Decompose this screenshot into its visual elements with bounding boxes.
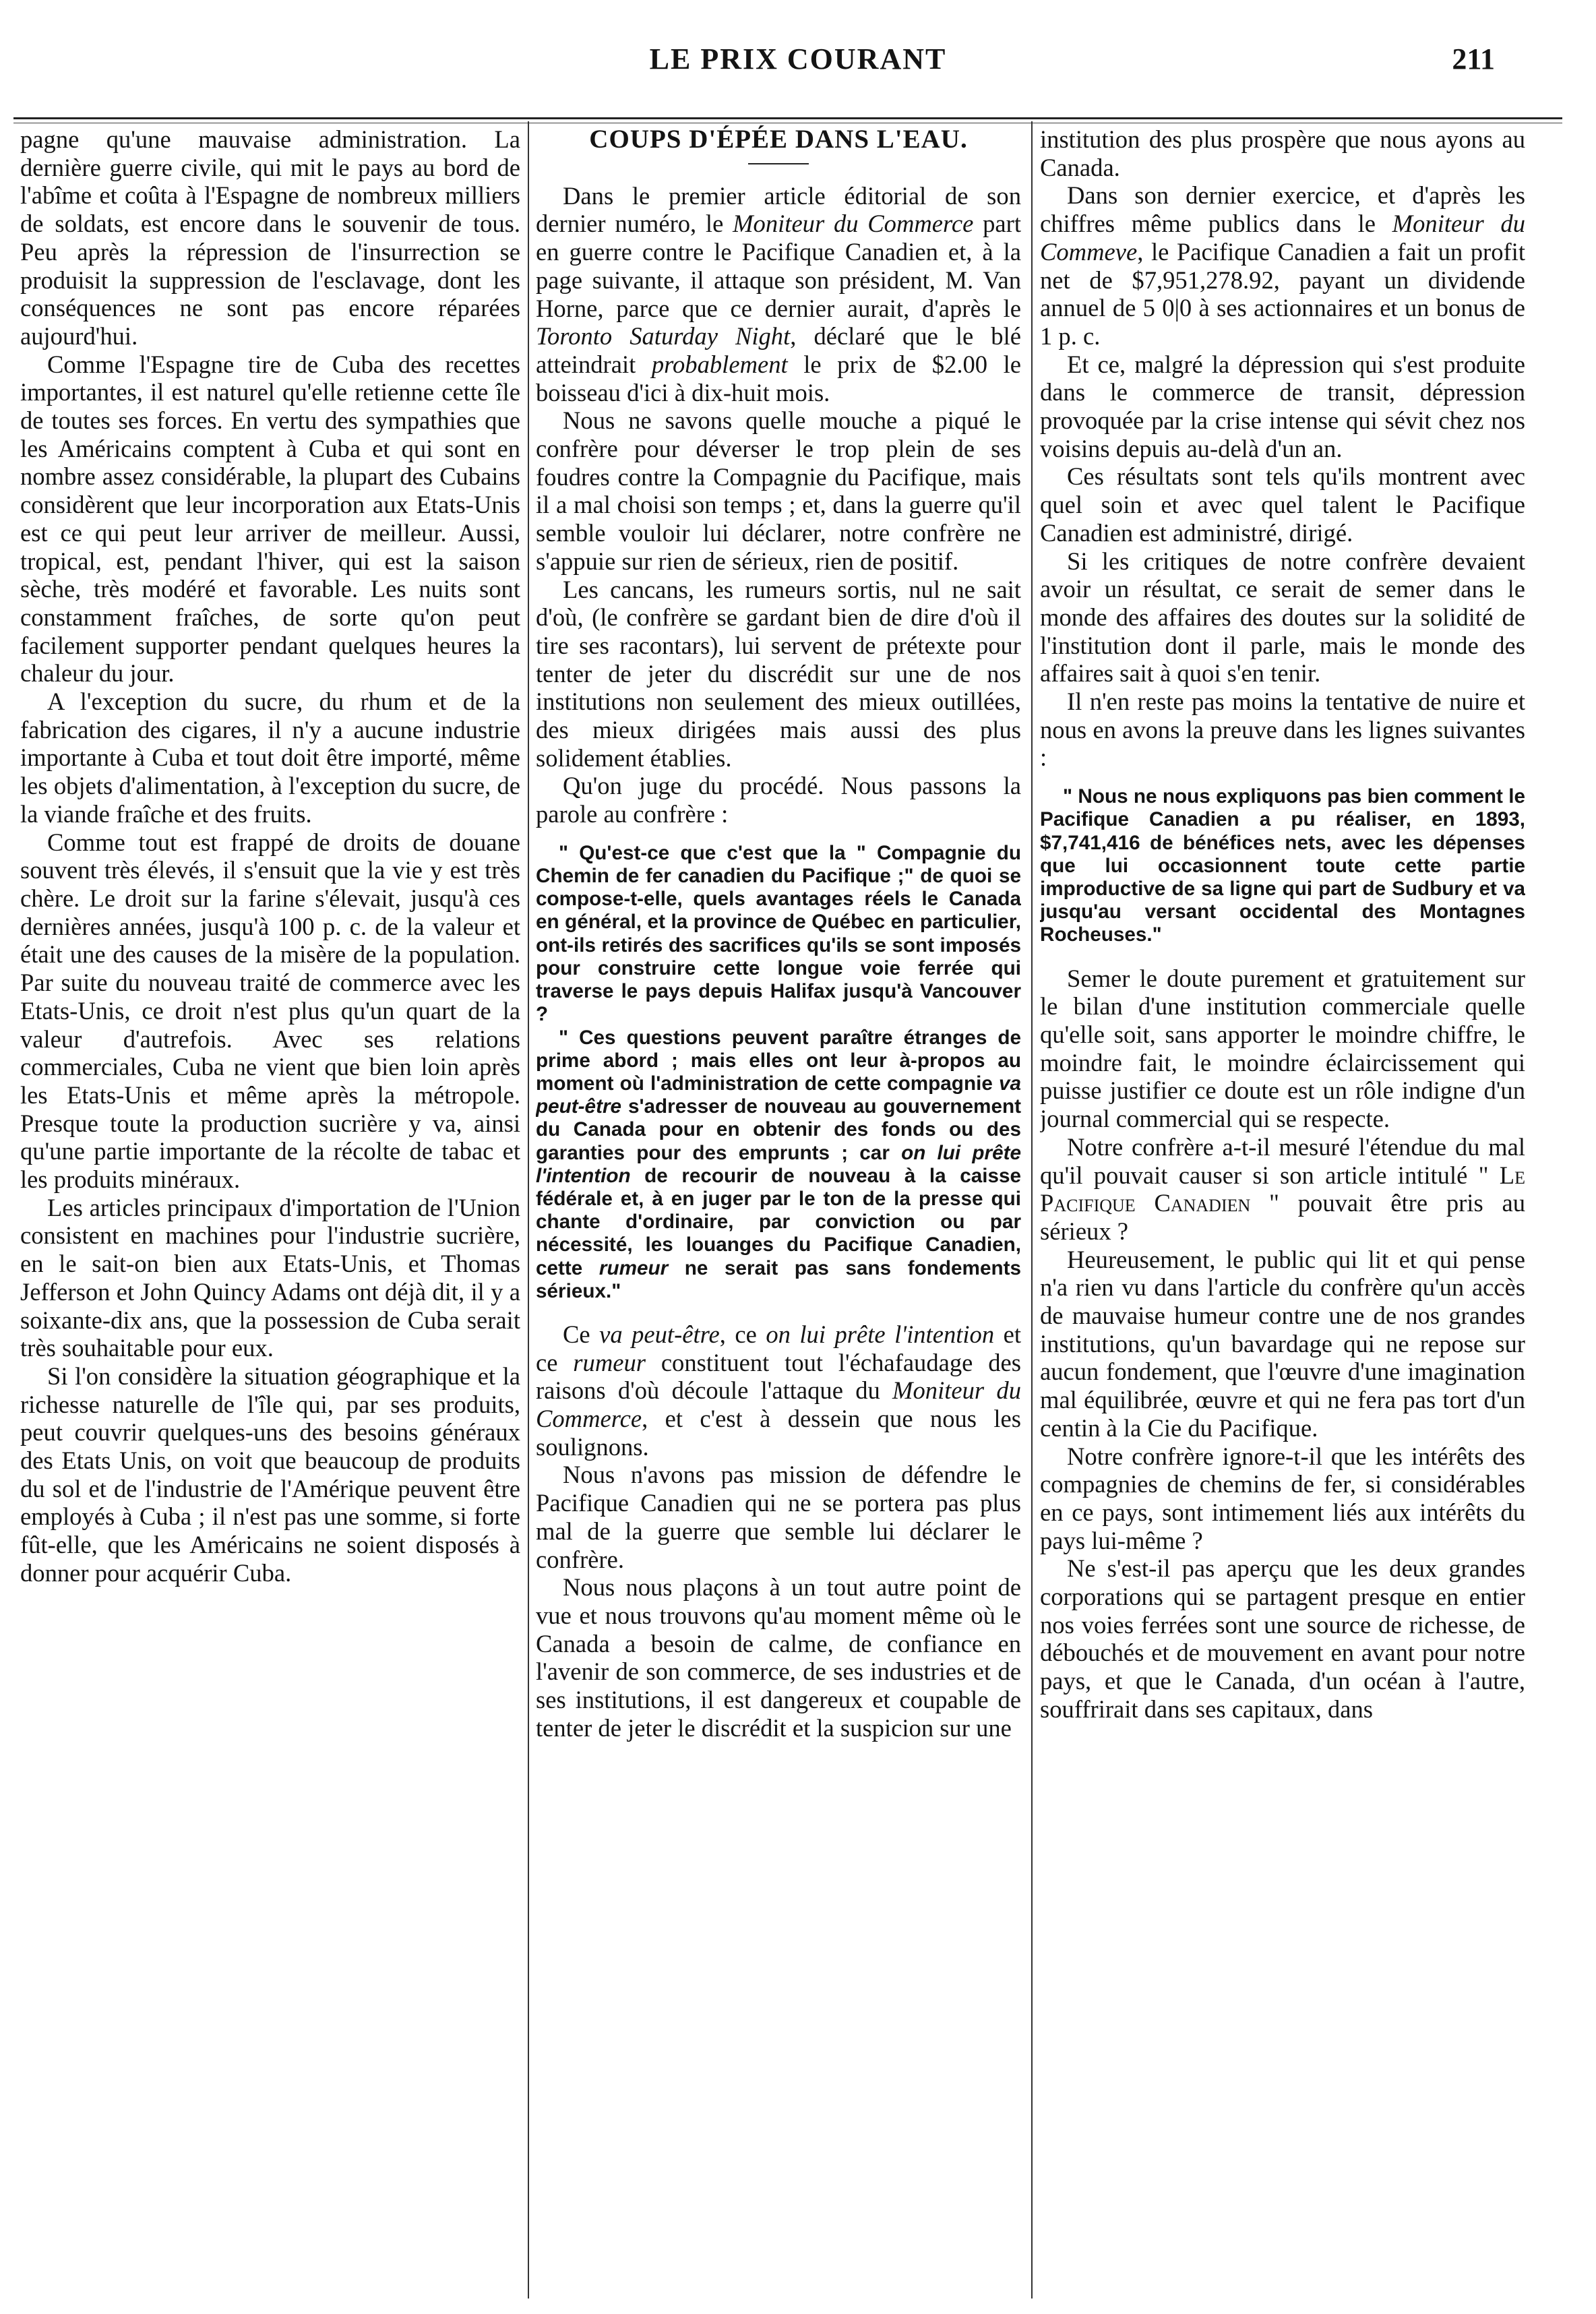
- italic-text: on lui prête l'intention: [766, 1320, 995, 1348]
- paragraph: Comme tout est frappé de droits de douane souvent très élevés, il s'ensuit que la vie y est très chère. Le droit sur la farine s'élevait, jusqu'à ces dernières années, jusqu'à 100 p. c. de la valeur et était une des causes de la misère de la population. Par suite du nouveau traité de commerce avec les Etats-Unis, ce droit n'est plus qu'un quart de la valeur d'autrefois. Avec ses relations commerciales, Cuba ne vient que bien loin après les Etats-Unis et même après la métropole. Presque toute la production sucrière y va, ainsi qu'une partie importante de la récolte de tabac et les produits minéraux.: [20, 828, 520, 1194]
- italic-text: probablement: [651, 350, 788, 378]
- paragraph: Si l'on considère la situation géographique et la richesse naturelle de l'île qui, par ses produits, peut couvrir quelques-uns des besoins généraux des Etats Unis, on voit que beaucoup de produits du sol et de l'industrie de l'Amérique peuvent être employés à Cuba ; il n'est pas une somme, si forte fût-elle, que les Américains ne soient disposés à donner pour acquérir Cuba.: [20, 1362, 520, 1587]
- column-middle: [536, 125, 1021, 2296]
- paragraph: Et ce, malgré la dépression qui s'est produite dans le commerce de transit, dépression provoquée par la crise intense qui sévit chez nos voisins depuis au-delà d'un an.: [1040, 350, 1525, 462]
- italic-text: va peut-être: [599, 1320, 720, 1348]
- paragraph: Semer le doute purement et gratuitement sur le bilan d'une institution commerciale quelle qu'elle soit, sans apporter le moindre chiffre, le moindre fait, le moindre éclaircissement qui puisse justifier ce doute est un rôle indigne d'un journal commercial qui se respecte.: [1040, 964, 1525, 1133]
- running-title: LE PRIX COURANT: [649, 42, 947, 75]
- paragraph: Il n'en reste pas moins la tentative de nuire et nous en avons la preuve dans les lignes suivantes :: [1040, 688, 1525, 772]
- paragraph: Notre confrère ignore-t-il que les intérêts des compagnies de chemins de fer, si considérables en ce pays, sont intimement liés aux intérêts du pays lui-même ?: [1040, 1442, 1525, 1554]
- italic-text: Toronto Saturday Night: [536, 322, 791, 351]
- quotation-block: [536, 842, 1021, 1303]
- article-title: COUPS D'ÉPÉE DANS L'EAU.: [589, 125, 968, 154]
- paragraph: A l'exception du sucre, du rhum et de la fabrication des cigares, il n'y a aucune industrie importante à Cuba et tout doit être importé, même les objets d'alimentation, à l'exception du sucre, de la viande fraîche et des fruits.: [20, 688, 520, 828]
- paragraph: Comme l'Espagne tire de Cuba des recettes importantes, il est naturel qu'elle retienne cette île de toutes ses forces. En vertu des sympathies que les Américains comptent à Cuba et qui sont en nombre assez considérable, la plupart des Cubains considèrent que leur incorporation aux Etats-Unis est ce qui peut leur arriver de meilleur. Aussi, tropical, est, pendant l'hiver, qui est la saison sèche, très modéré et favorable. Les nuits sont constamment fraîches, de sorte qu'on peut facilement supporter pendant quelques heures la chaleur du jour.: [20, 350, 520, 688]
- paragraph: pagne qu'une mauvaise administration. La dernière guerre civile, qui mit le pays au bord de l'abîme et coûta à l'Espagne de nombreux milliers de soldats, est encore dans le souvenir de tous. Peu après la répression de l'insurrection se produisit la suppression de l'esclavage, dont les conséquences ne sont pas encore réparées aujourd'hui.: [20, 125, 520, 350]
- italic-text: rumeur: [573, 1348, 646, 1376]
- paragraph: Ne s'est-il pas aperçu que les deux grandes corporations qui se partagent presque en entier nos voies ferrées sont une source de richesse, de débouchés et de mouvement en avant pour notre pays, et que le Canada, d'un océan à l'autre, souffrirait dans ses capitaux, dans: [1040, 1554, 1525, 1723]
- paragraph: Notre confrère a-t-il mesuré l'étendue du mal qu'il pouvait causer si son article intitulé " Le Pacifique Canadien " pouvait être pris au sérieux ?: [1040, 1132, 1525, 1245]
- italic-text: on lui prête l'intention: [536, 1141, 1021, 1187]
- quote-paragraph: " Ces questions peuvent paraître étranges de prime abord ; mais elles ont leur à-propos au moment où l'administration de cette compagnie va peut-être s'adresser de nouveau au gouvernement du Canada pour en obtenir des fonds ou des garanties pour des emprunts ; car on lui prête l'intention de recourir de nouveau à la caisse fédérale et, à en juger par le ton de la presse qui chante d'ordinaire, par conviction ou par nécessité, les louanges du Pacifique Canadien, cette rumeur ne serait pas sans fondements sérieux.": [536, 1026, 1021, 1302]
- quote-paragraph: " Qu'est-ce que c'est que la " Compagnie du Chemin de fer canadien du Pacifique ;" de quoi se compose-t-elle, quels avantages réels le Canada en général, et la province de Québec en particulier, ont-ils retirés des sacrifices qu'ils se sont imposés pour construire cette longue voie ferrée qui traverse le pays depuis Halifax jusqu'à Vancouver ?: [536, 841, 1021, 1026]
- italic-text: va peut-être: [536, 1072, 1021, 1118]
- column-divider-1: [528, 121, 529, 2298]
- paragraph: Les cancans, les rumeurs sortis, nul ne sait d'où, (le confrère se gardant bien de dire d'où il tire ses racontars), lui servent de prétexte pour tenter de jeter du discrédit sur une de nos institutions non seulement des mieux outillées, des mieux dirigées mais aussi des plus solidement établies.: [536, 575, 1021, 772]
- paragraph: Les articles principaux d'importation de l'Union consistent en machines pour l'industrie sucrière, en le sait-on bien aux Etats-Unis, et Thomas Jefferson et John Quincy Adams ont déjà dit, il y a soixante-dix ans, que la possession de Cuba serait très souhaitable pour eux.: [20, 1193, 520, 1362]
- small-caps-text: Le Pacifique Canadien: [1040, 1161, 1525, 1217]
- paragraph: Nous ne savons quelle mouche a piqué le confrère pour déverser le trop plein de ses foudres contre la Compagnie du Pacifique, mais il a mal choisi son temps ; et, dans la guerre qu'il semble vouloir lui déclarer, notre confrère ne s'appuie sur rien de sérieux, rien de positif.: [536, 406, 1021, 575]
- paragraph: Nous n'avons pas mission de défendre le Pacifique Canadien qui ne se portera pas plus mal de la guerre que semble lui déclarer le confrère.: [536, 1461, 1021, 1573]
- quotation-block: [1040, 785, 1525, 946]
- page-header: [0, 39, 1596, 86]
- column-divider-2: [1031, 121, 1033, 2298]
- italic-text: Moniteur du Commerce: [536, 1376, 1021, 1433]
- title-dash: [748, 163, 809, 164]
- paragraph: Nous nous plaçons à un tout autre point de vue et nous trouvons qu'au moment même où le Canada a besoin de calme, de confiance en l'avenir de son commerce, de ses industries et de ses institutions, il est dangereux et coupable de tenter de jeter le discrédit et la suspicion sur une: [536, 1573, 1021, 1742]
- paragraph: Ces résultats sont tels qu'ils montrent avec quel soin et avec quel talent le Pacifique Canadien est administré, dirigé.: [1040, 462, 1525, 547]
- paragraph: Qu'on juge du procédé. Nous passons la parole au confrère :: [536, 772, 1021, 828]
- italic-text: rumeur: [598, 1256, 669, 1279]
- italic-text: Moniteur du Commerce: [733, 210, 974, 238]
- quote-paragraph: " Nous ne nous expliquons pas bien comment le Pacifique Canadien a pu réaliser, en 1893, $7,741,416 de bénéfices nets, avec les dépenses que lui occasionnent toute cette partie improductive de sa ligne qui part de Sudbury et va jusqu'au versant occidental des Montagnes Rocheuses.": [1040, 785, 1525, 946]
- paragraph: Dans son dernier exercice, et d'après les chiffres même publics dans le Moniteur du Commeve, le Pacifique Canadien a fait un profit net de $7,951,278.92, payant un dividende annuel de 5 0|0 à ses actionnaires et un bonus de 1 p. c.: [1040, 181, 1525, 350]
- paragraph: Dans le premier article éditorial de son dernier numéro, le Moniteur du Commerce part en guerre contre le Pacifique Canadien et, à la page suivante, il attaque son président, M. Van Horne, parce que ce dernier aurait, d'après le Toronto Saturday Night, déclaré que le blé atteindrait probablement le prix de $2.00 le boisseau d'ici à dix-huit mois.: [536, 181, 1021, 406]
- paragraph: Ce va peut-être, ce on lui prête l'intention et ce rumeur constituent tout l'échafaudage des raisons d'où découle l'attaque du Moniteur du Commerce, et c'est à dessein que nous les soulignons.: [536, 1320, 1021, 1461]
- italic-text: Moniteur du Commeve: [1040, 210, 1525, 266]
- page-number: 211: [1452, 42, 1495, 75]
- paragraph: Heureusement, le public qui lit et qui pense n'a rien vu dans l'article du confrère qu'un accès de mauvaise humeur contre une de nos grandes institutions, qu'un bavardage qui ne repose sur aucun fondement, que l'œuvre d'une imagination mal équilibrée, œuvre et qui ne fera pas tort d'un centin à la Cie du Pacifique.: [1040, 1245, 1525, 1442]
- paragraph: Si les critiques de notre confrère devaient avoir un résultat, ce serait de semer dans le monde des affaires des doutes sur la solidité de l'institution dont il parle, mais le monde des affaires sait à quoi s'en tenir.: [1040, 547, 1525, 688]
- header-rule: [13, 117, 1562, 119]
- column-left: [20, 125, 520, 2296]
- paragraph: institution des plus prospère que nous ayons au Canada.: [1040, 125, 1525, 181]
- column-right: [1040, 125, 1525, 2296]
